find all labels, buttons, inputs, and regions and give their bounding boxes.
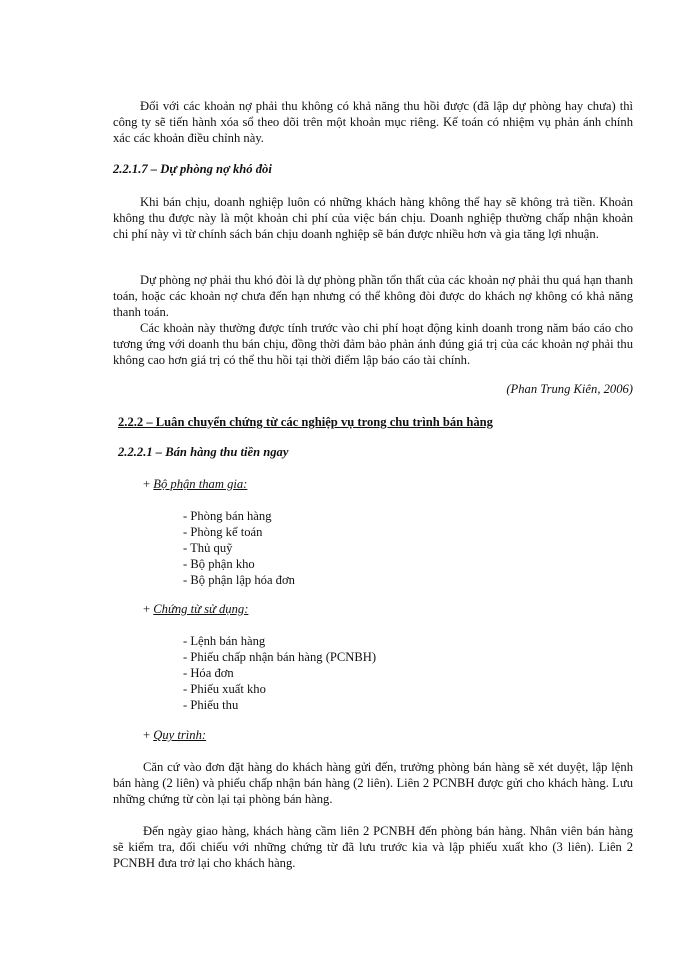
heading-222-text: 2.2.2 – Luân chuyển chứng từ các nghiệp vụ trong chu trình bán hàng xyxy=(118,415,493,429)
paragraph-credit-sales: Khi bán chịu, doanh nghiệp luôn có những khách hàng không thể hay sẽ không trả tiền. Khoản không thu được này là một khoản chi phí của việc bán chịu. Doanh nghiệp thường chấp nhận khoản chi phí này vì từ chính sách bán chịu doanh nghiệp sẽ bán được nhiều hơn và gia tăng lợi nhuận. xyxy=(113,195,633,241)
list-item: - Lệnh bán hàng xyxy=(183,634,266,648)
list-item: - Phòng bán hàng xyxy=(183,509,272,523)
list-item: - Hóa đơn xyxy=(183,666,234,680)
list-item: - Thủ quỹ xyxy=(183,541,233,555)
heading-2221: 2.2.2.1 – Bán hàng thu tiền ngay xyxy=(118,445,289,459)
participants-plus: + xyxy=(143,477,154,491)
list-item: - Phiếu xuất kho xyxy=(183,682,266,696)
list-item: - Phiếu chấp nhận bán hàng (PCNBH) xyxy=(183,650,377,664)
list-item: - Bộ phận lập hóa đơn xyxy=(183,573,295,587)
paragraph-process-order: Căn cứ vào đơn đặt hàng do khách hàng gửi đến, trưởng phòng bán hàng sẽ xét duyệt, lập lệnh bán hàng (2 liên) và phiếu chấp nhận bán hàng (2 liên). Liên 2 PCNBH được gửi cho khách hàng. Lưu những chứng từ còn lại tại phòng bán hàng. xyxy=(113,760,633,806)
list-item: - Phòng kế toán xyxy=(183,525,263,539)
documents-plus: + xyxy=(143,602,154,616)
documents-list xyxy=(183,633,376,713)
list-item: - Phiếu thu xyxy=(183,698,239,712)
paragraph-debt-writeoff: Đối với các khoản nợ phải thu không có khả năng thu hồi được (đã lập dự phòng hay chưa) thì công ty sẽ tiến hành xóa sổ theo dõi trên một khoản mục riêng. Kế toán có nhiệm vụ phản ánh chính xác các khoản điều chỉnh này. xyxy=(113,99,633,145)
paragraph-process-delivery: Đến ngày giao hàng, khách hàng cầm liên 2 PCNBH đến phòng bán hàng. Nhân viên bán hàng sẽ kiểm tra, đối chiếu với những chứng từ đã lưu trước kia và lập phiếu xuất kho (3 liên). Liên 2 PCNBH đưa trở lại cho khách hàng. xyxy=(113,824,633,870)
participants-list xyxy=(183,508,295,588)
list-item: - Bộ phận kho xyxy=(183,557,255,571)
documents-heading xyxy=(143,602,248,617)
citation: (Phan Trung Kiên, 2006) xyxy=(506,382,633,396)
process-label: Quy trình: xyxy=(153,728,207,742)
participants-heading xyxy=(143,477,247,492)
heading-2217: 2.2.1.7 – Dự phòng nợ khó đòi xyxy=(113,162,272,176)
paragraph-provision-accounting: Các khoản này thường được tính trước vào chi phí hoạt động kinh doanh trong năm báo cáo cho tương ứng với doanh thu bán chịu, đồng thời đảm bảo phản ánh đúng giá trị của các khoản nợ phải thu không cao hơn giá trị có thể thu hồi tại thời điểm lập báo cáo tài chính. xyxy=(113,321,633,367)
documents-label: Chứng từ sử dụng: xyxy=(153,602,249,616)
process-heading xyxy=(143,728,206,743)
paragraph-provision-definition: Dự phòng nợ phải thu khó đòi là dự phòng phần tổn thất của các khoản nợ phải thu quá hạn thanh toán, hoặc các khoản nợ chưa đến hạn nhưng có thể không đòi được do khách nợ không có khả năng thanh toán. xyxy=(113,273,633,319)
process-plus: + xyxy=(143,728,154,742)
heading-222 xyxy=(118,415,493,430)
participants-label: Bộ phận tham gia: xyxy=(153,477,248,491)
